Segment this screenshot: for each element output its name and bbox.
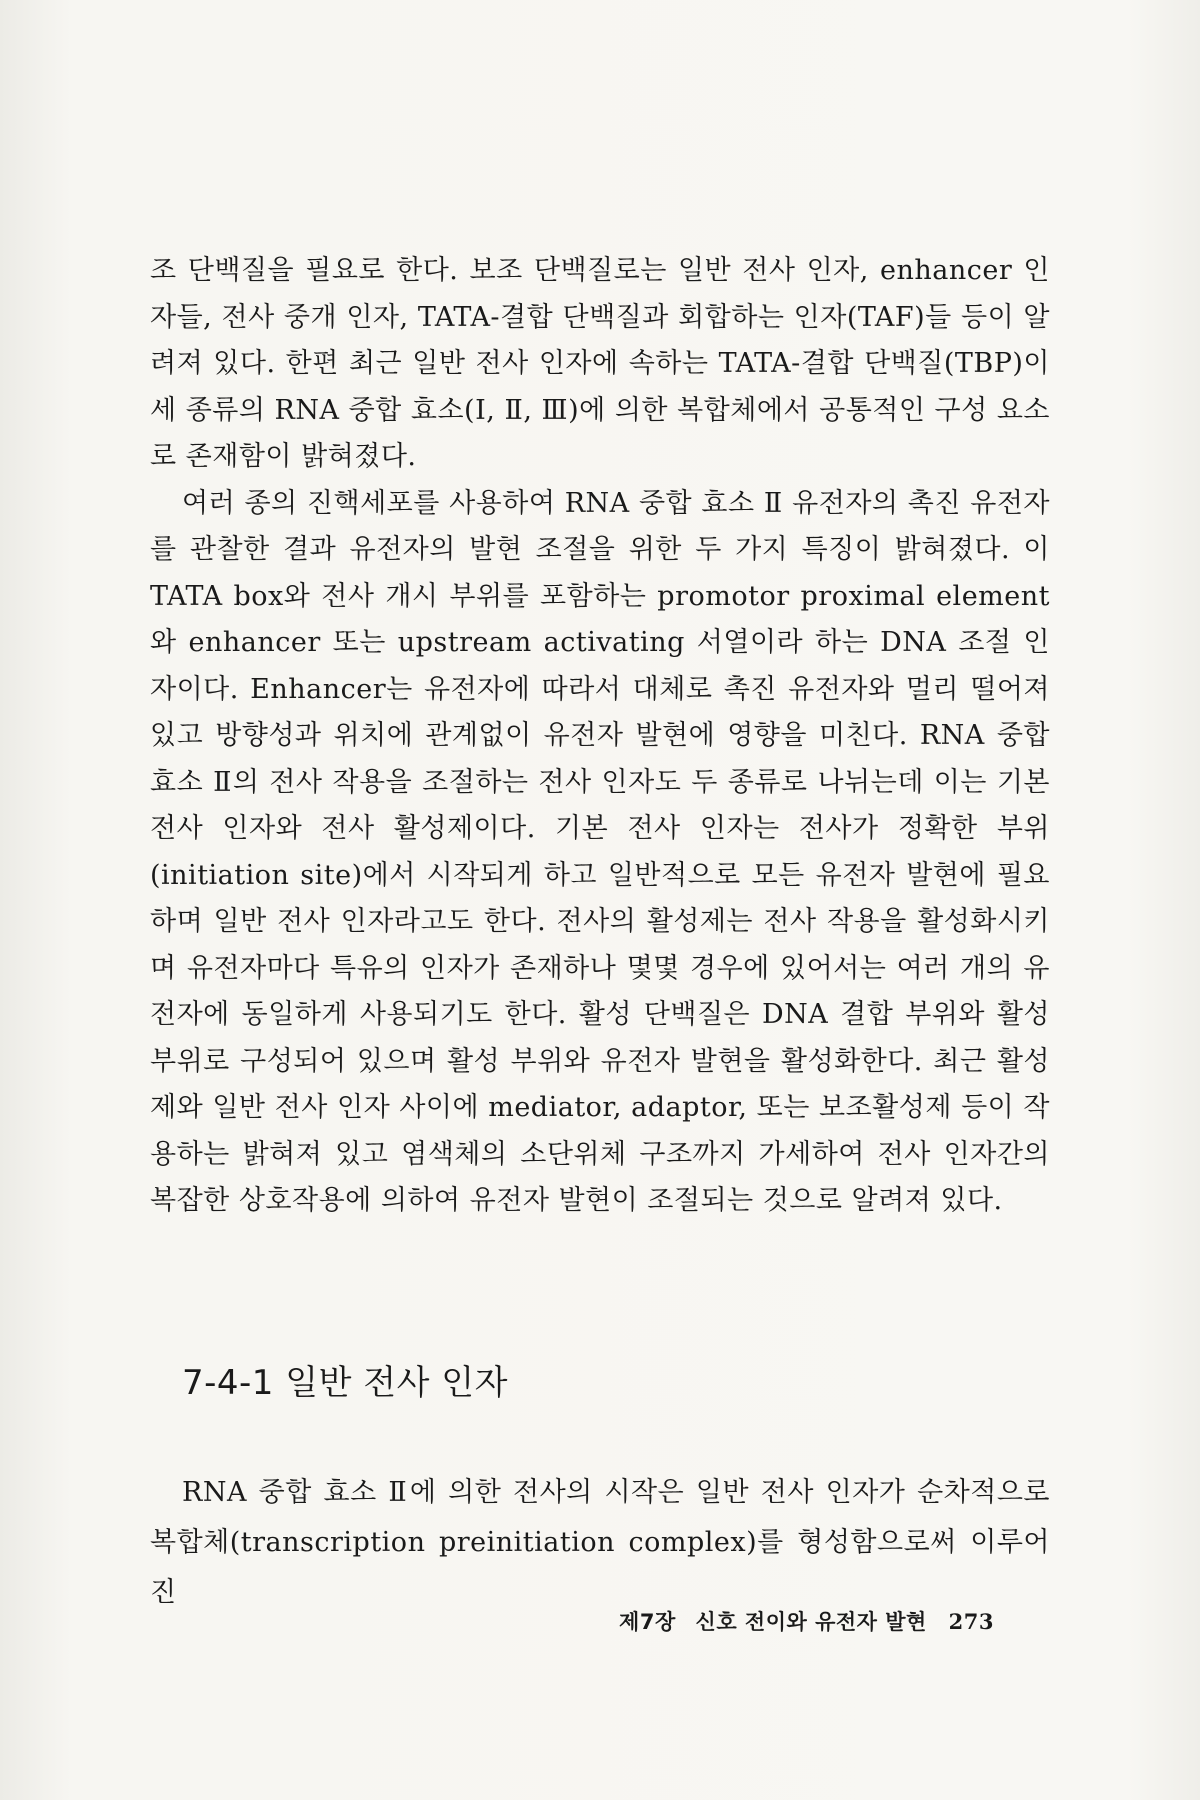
section-heading: 7-4-1 일반 전사 인자	[182, 1363, 508, 1403]
body-text	[150, 248, 1050, 1225]
section-paragraph: RNA 중합 효소 Ⅱ에 의한 전사의 시작은 일반 전사 인자가 순차적으로 복합체(transcription preinitiation complex)를 형성함으로써 이루어진	[150, 1477, 1050, 1608]
paragraph-continuation: 조 단백질을 필요로 한다. 보조 단백질로는 일반 전사 인자, enhancer 인자들, 전사 중개 인자, TATA-결합 단백질과 회합하는 인자(TAF)들 등이 알려져 있다. 한편 최근 일반 전사 인자에 속하는 TATA-결합 단백질(TBP)이 세 종류의 RNA 중합 효소(Ⅰ, Ⅱ, Ⅲ)에 의한 복합체에서 공통적인 구성 요소로 존재함이 밝혀졌다.	[150, 255, 1050, 472]
paragraph-eukaryotic-promoter: 여러 종의 진핵세포를 사용하여 RNA 중합 효소 Ⅱ 유전자의 촉진 유전자를 관찰한 결과 유전자의 발현 조절을 위한 두 가지 특징이 밝혀졌다. 이 TATA box와 전사 개시 부위를 포함하는 promotor proximal element와 enhancer 또는 upstream activating 서열이라 하는 DNA 조절 인자이다. Enhancer는 유전자에 따라서 대체로 촉진 유전자와 멀리 떨어져 있고 방향성과 위치에 관계없이 유전자 발현에 영향을 미친다. RNA 중합 효소 Ⅱ의 전사 작용을 조절하는 전사 인자도 두 종류로 나뉘는데 이는 기본 전사 인자와 전사 활성제이다. 기본 전사 인자는 전사가 정확한 부위(initiation site)에서 시작되게 하고 일반적으로 모든 유전자 발현에 필요하며 일반 전사 인자라고도 한다. 전사의 활성제는 전사 작용을 활성화시키며 유전자마다 특유의 인자가 존재하나 몇몇 경우에 있어서는 여러 개의 유전자에 동일하게 사용되기도 한다. 활성 단백질은 DNA 결합 부위와 활성 부위로 구성되어 있으며 활성 부위와 유전자 발현을 활성화한다. 최근 활성제와 일반 전사 인자 사이에 mediator, adaptor, 또는 보조활성제 등이 작용하는 밝혀져 있고 염색체의 소단위체 구조까지 가세하여 전사 인자간의 복잡한 상호작용에 의하여 유전자 발현이 조절되는 것으로 알려져 있다.	[150, 487, 1050, 1216]
footer-chapter-title: 신호 전이와 유전자 발현	[695, 1610, 927, 1634]
page-footer	[619, 1606, 994, 1636]
footer-chapter: 제7장	[619, 1610, 676, 1634]
section-body	[150, 1468, 1050, 1618]
page-number: 273	[948, 1609, 994, 1634]
